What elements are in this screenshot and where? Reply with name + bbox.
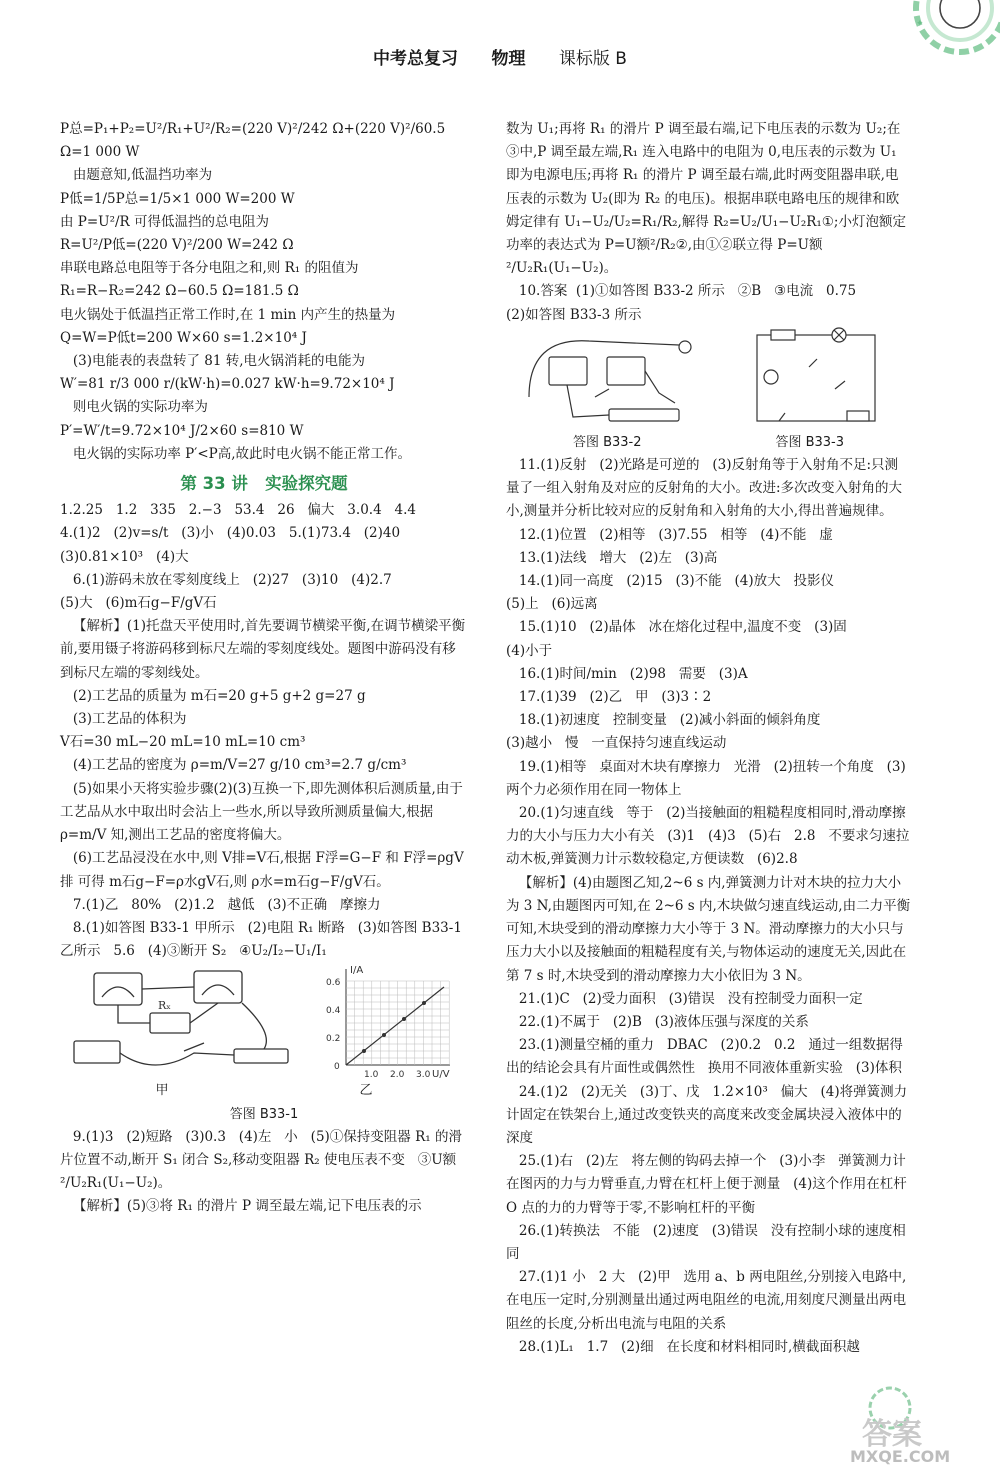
text-line: 电火锅的实际功率 P′<P高,故此时电火锅不能正常工作。	[60, 445, 412, 462]
figure-caption: 答图 B33-1	[229, 1106, 299, 1122]
answer-line: (3)越小 慢 一直保持匀速直线运动	[506, 735, 727, 752]
answer-line: 18.(1)初速度 控制变量 (2)减小斜面的倾斜角度	[506, 712, 821, 729]
answer-line: 6.(1)游码未放在零刻度线上 (2)27 (3)10 (4)2.7	[60, 571, 392, 588]
answer-line: (5)大 (6)m石g−F/gV石	[60, 595, 217, 612]
book-title: 中考总复习	[373, 49, 459, 69]
answer-line: (6)工艺品浸没在水中,则 V排=V石,根据 F浮=G−F 和 F浮=ρgV排 可得 m石g−F=ρ水gV石,则 ρ水=m石g−F/gV石。	[60, 850, 464, 890]
y-tick: 0.2	[326, 1034, 341, 1045]
text-line: (3)电能表的表盘转了 81 转,电火锅消耗的电能为	[60, 353, 366, 370]
text-line: P低=1/5P总=1/5×1 000 W=200 W	[60, 190, 295, 207]
answer-line: 24.(1)2 (2)无关 (3)丁、戊 1.2×10³ 偏大 (4)将弹簧测力计固定在铁架台上,通过改变铁夹的高度来改变金属块浸入液体中的深度	[506, 1083, 908, 1146]
figure-b33-2-3	[506, 327, 911, 431]
answer-line: 7.(1)乙 80% (2)1.2 越低 (3)不正确 摩擦力	[60, 896, 381, 913]
answer-line: 10.答案 (1)①如答图 B33-2 所示 ②B ③电流 0.75	[506, 283, 857, 300]
answer-line: 11.(1)反射 (2)光路是可逆的 (3)反射角等于入射角不足:只测量了一组入射角及对应的反射角的大小。改进:多次改变入射角的大小,测量并分析比较对应的反射角和入射角的大小,得出普遍规律。	[506, 457, 903, 520]
watermark-url: MXQE.COM	[850, 1447, 951, 1466]
analysis-paragraph: 数为 U₁;再将 R₁ 的滑片 P 调至最右端,记下电压表的示数为 U₂;在③中,P 调至最左端,R₁ 连入电路中的电阻为 0,电压表的示数为 U₁ 即为电源电压;再将 R₁ 的滑片 P 调至最右端,此时两变阻器串联,电压表的示数为 U₂(即为 R₂ 的电压)。根据串联电路电压的规律和欧姆定律有 U₁−U₂/U₂=R₁/R₂,解得 R₂=U₂/U₁−U₂R₁①;小灯泡额定功率的表达式为 P=U额²/R₂②,由①②联立得 P=U额²/U₂R₁(U₁−U₂)。	[506, 121, 906, 277]
resistor-label: Rₓ	[158, 999, 171, 1013]
svg-text:✦: ✦	[916, 19, 924, 29]
circuit-b33-3	[757, 328, 875, 421]
text-line: 由 P=U²/R 可得低温挡的总电阻为	[60, 213, 269, 230]
answer-line: V石=30 mL−20 mL=10 mL=10 cm³	[60, 734, 306, 751]
y-tick: 0	[334, 1062, 340, 1073]
answer-line: 4.(1)2 (2)v=s/t (3)小 (4)0.03 5.(1)73.4 (2)40	[60, 525, 401, 542]
text-line: P总=P₁+P₂=U²/R₁+U²/R₂=(220 V)²/242 Ω+(220 V)²/60.5 Ω=1 000 W	[60, 121, 450, 161]
text-line: Q=W=P低t=200 W×60 s=1.2×10⁴ J	[60, 329, 307, 346]
watermark-logo	[832, 1378, 982, 1466]
answer-line: 1.2.25 1.2 335 2.−3 53.4 26 偏大 3.0.4 4.4	[60, 502, 417, 519]
answer-line: (3)工艺品的体积为	[60, 711, 187, 728]
answer-line: 21.(1)C (2)受力面积 (3)错误 没有控制受力面积一定	[506, 990, 863, 1007]
text-line: P′=W′/t=9.72×10⁴ J/2×60 s=810 W	[60, 422, 304, 439]
subject-title: 物理	[491, 49, 526, 69]
data-point	[402, 1017, 406, 1021]
figure-caption: 答图 B33-3	[775, 434, 845, 450]
answer-line: 16.(1)时间/min (2)98 需要 (3)A	[506, 665, 748, 682]
answer-line: 22.(1)不属于 (2)B (3)液体压强与深度的关系	[506, 1013, 809, 1030]
text-line: R₁=R−R₂=242 Ω−60.5 Ω=181.5 Ω	[60, 283, 299, 300]
data-point	[382, 1033, 386, 1037]
figure-sub-labels	[60, 1079, 468, 1102]
x-tick: 1.0	[364, 1070, 379, 1080]
answer-line: (4)小于	[506, 642, 553, 659]
answer-line: 26.(1)转换法 不能 (2)速度 (3)错误 没有控制小球的速度相同	[506, 1222, 906, 1262]
answer-line: (2)工艺品的质量为 m石=20 g+5 g+2 g=27 g	[60, 687, 366, 704]
answer-line: 9.(1)3 (2)短路 (3)0.3 (4)左 小 (5)①保持变阻器 R₁ 的滑片位置不动,断开 S₁ 闭合 S₂,移动变阻器 R₂ 使电压表不变 ③U额²/U₂R₁(U₁−U₂)。	[60, 1128, 462, 1192]
fit-line	[346, 987, 444, 1065]
analysis-paragraph: 【解析】(4)由题图乙知,2~6 s 内,弹簧测力计对木块的拉力大小为 3 N,由题图丙可知,在 2~6 s 内,木块做匀速直线运动,由二力平衡可知,木块受到的滑动摩擦力大小等于 3 N。滑动摩擦力的大小只与压力大小以及接触面的粗糙程度有关,与物体运动的速度无关,因此在第 7 s 时,木块受到的滑动摩擦力大小依旧为 3 N。	[506, 874, 911, 984]
answer-line: 19.(1)相等 桌面对木块有摩擦力 光滑 (2)扭转一个角度 (3)两个力必须作用在同一物体上	[506, 758, 906, 798]
data-point	[422, 1001, 426, 1005]
answer-line: (3)0.81×10³ (4)大	[60, 548, 189, 565]
sub-label-b: 乙	[359, 1083, 373, 1099]
circuit-figures	[509, 327, 909, 431]
analysis-paragraph: 【解析】(1)托盘天平使用时,首先要调节横梁平衡,在调节横梁平衡前,要用镊子将游码移到标尺左端的零刻度线处。题图中游码没有移到标尺左端的零刻线处。	[60, 618, 466, 681]
y-axis-label: I/A	[350, 965, 364, 977]
figure-caption: 答图 B33-2	[572, 434, 642, 450]
y-tick: 0.4	[326, 1006, 341, 1017]
answer-line: 12.(1)位置 (2)相等 (3)7.55 相等 (4)不能 虚	[506, 526, 833, 543]
analysis-paragraph: 【解析】(5)③将 R₁ 的滑片 P 调至最左端,记下电压表的示	[60, 1198, 422, 1215]
answer-line: 15.(1)10 (2)晶体 冰在熔化过程中,温度不变 (3)固	[506, 619, 847, 636]
watermark-text: 答案	[862, 1417, 922, 1452]
answer-line: (5)上 (6)远离	[506, 596, 598, 613]
text-line: W′=81 r/3 000 r/(kW·h)=0.027 kW·h=9.72×10⁴ J	[60, 376, 395, 393]
edition-label: 课标版 B	[558, 49, 627, 69]
x-axis-label: U/V	[432, 1069, 450, 1080]
answer-line: 17.(1)39 (2)乙 甲 (3)3∶2	[506, 689, 712, 706]
answer-line: 27.(1)1 小 2 大 (2)甲 选用 a、b 两电阻丝,分别接入电路中,在电压一定时,分别测量出通过两电阻丝的电流,用刻度尺测量出两电阻丝的长度,分析出电流与电阻的关系	[506, 1269, 907, 1332]
answer-line: 25.(1)右 (2)左 将左侧的钩码去掉一个 (3)小李 弹簧测力计在图丙的力与力臂垂直,力臂在杠杆上便于测量 (4)这个作用在杠杆 O 点的力的力臂等于零,不影响杠杆的平衡	[506, 1153, 912, 1216]
data-point	[362, 1049, 366, 1053]
text-line: 由题意知,低温挡功率为	[60, 167, 213, 184]
x-tick: 2.0	[390, 1070, 405, 1080]
text-line: 串联电路总电阻等于各分电阻之和,则 R₁ 的阻值为	[60, 260, 359, 277]
x-tick: 3.0	[416, 1070, 431, 1080]
lecture-heading: 第 33 讲 实验探究题	[180, 474, 348, 494]
answer-line: 8.(1)如答图 B33-1 甲所示 (2)电阻 R₁ 断路 (3)如答图 B33-1 乙所示 5.6 (4)③断开 S₂ ④U₂/I₂−U₁/I₁	[60, 919, 467, 960]
answer-line: 28.(1)L₁ 1.7 (2)细 在长度和材料相同时,横截面积越	[506, 1338, 860, 1355]
y-tick: 0.6	[326, 978, 341, 989]
page-header	[0, 44, 1000, 69]
answer-line: 14.(1)同一高度 (2)15 (3)不能 (4)放大 投影仪	[506, 573, 835, 590]
circuit-diagram	[74, 971, 288, 1065]
iv-graph	[326, 965, 450, 1079]
answer-line: (5)如果小天将实验步骤(2)(3)互换一下,即先测体积后测质量,由于工艺品从水中取出时会沾上一些水,所以导致所测质量偏大,根据 ρ=m/V 知,测出工艺品的密度将偏大。	[60, 780, 463, 844]
answer-line: 13.(1)法线 增大 (2)左 (3)高	[506, 549, 718, 566]
figure-captions	[506, 431, 911, 454]
right-column	[506, 118, 911, 1359]
circuit-and-graph	[64, 963, 464, 1079]
sub-label-a: 甲	[155, 1083, 169, 1099]
answer-line: 23.(1)测量空桶的重力 DBAC (2)0.2 0.2 通过一组数据得出的结论会具有片面性或偶然性 换用不同液体重新实验 (3)体积	[506, 1037, 903, 1077]
text-line: 电火锅处于低温挡正常工作时,在 1 min 内产生的热量为	[60, 306, 396, 323]
decorative-logo	[888, 0, 1000, 72]
text-line: R=U²/P低=(220 V)²/200 W=242 Ω	[60, 237, 294, 254]
answer-line: 20.(1)匀速直线 等于 (2)当接触面的粗糙程度相同时,滑动摩擦力的大小与压力大小有关 (3)1 (4)3 (5)右 2.8 不要求匀速拉动木板,弹簧测力计示数较稳定,方便读数 (6)2.8	[506, 805, 910, 868]
circuit-b33-2	[529, 341, 691, 421]
left-column	[60, 118, 468, 1219]
figure-b33-1	[60, 963, 468, 1079]
answer-line: (4)工艺品的密度为 ρ=m/V=27 g/10 cm³=2.7 g/cm³	[60, 757, 407, 774]
answer-line: (2)如答图 B33-3 所示	[506, 306, 642, 323]
text-line: 则电火锅的实际功率为	[60, 399, 208, 416]
